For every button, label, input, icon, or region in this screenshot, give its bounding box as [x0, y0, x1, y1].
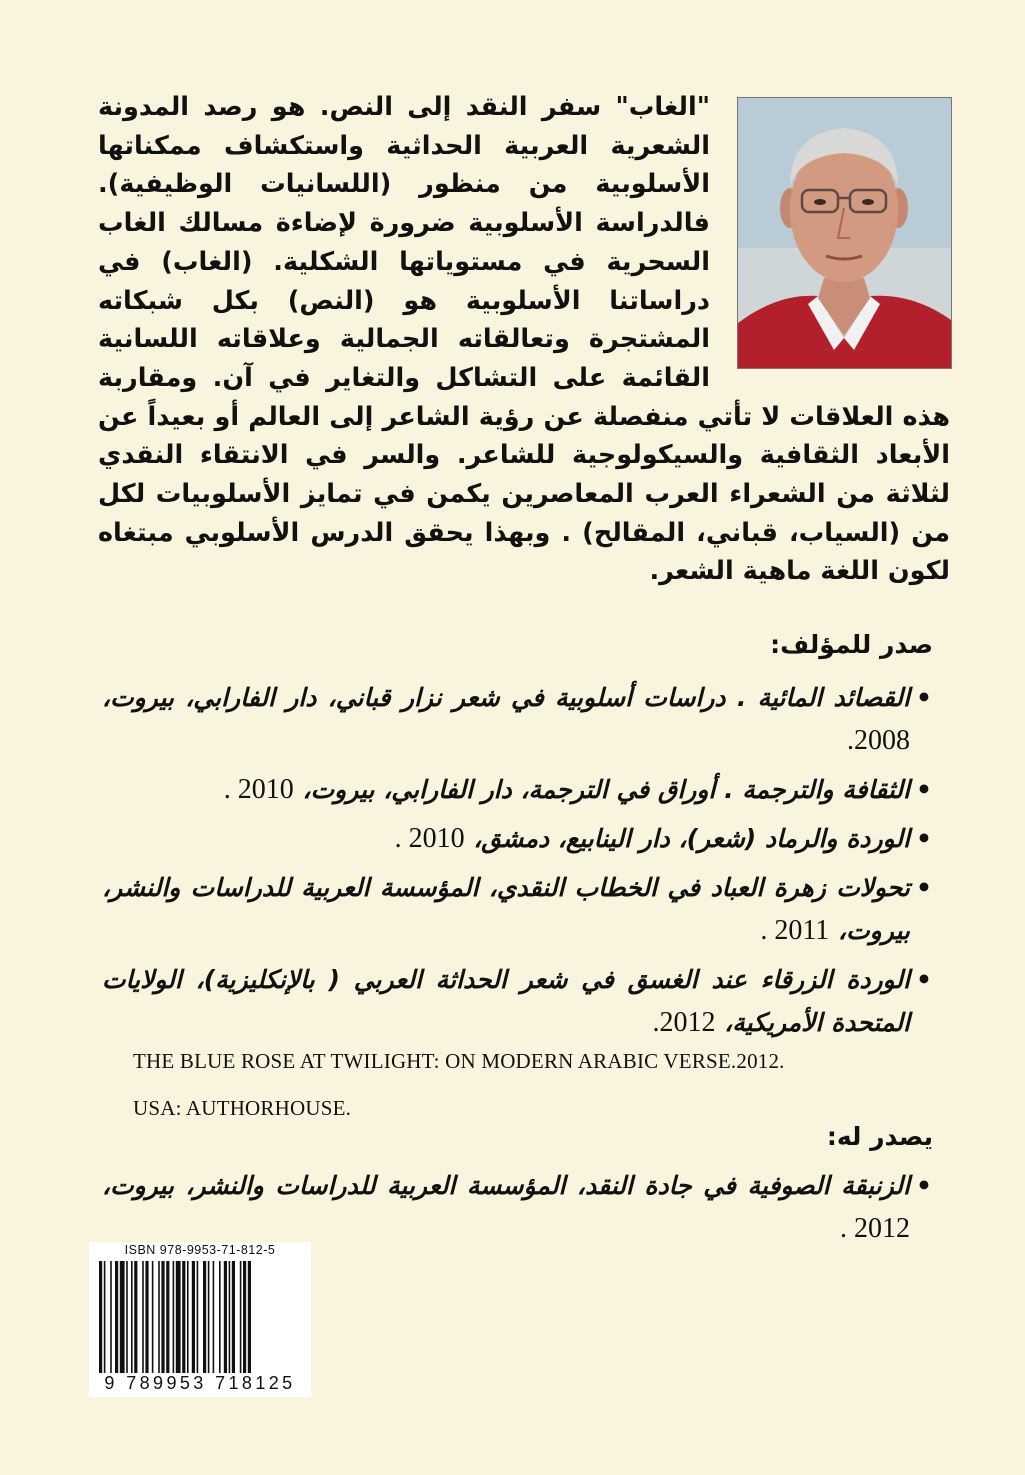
- forthcoming-heading: يصدر له:: [826, 1122, 933, 1151]
- barcode-bar: [229, 1261, 231, 1373]
- barcode-bar: [213, 1261, 215, 1373]
- barcode-bar: [203, 1261, 206, 1373]
- barcode-bar: [166, 1261, 169, 1373]
- barcode-bar: [120, 1261, 125, 1373]
- barcode-bar: [176, 1261, 181, 1373]
- barcode-bar: [126, 1261, 128, 1373]
- barcode-bar: [240, 1261, 242, 1373]
- barcode: [89, 1242, 311, 1397]
- barcode-bar: [187, 1261, 189, 1373]
- barcode-bar: [115, 1261, 118, 1373]
- barcode-bar: [192, 1261, 195, 1373]
- barcode-bar: [208, 1261, 210, 1373]
- published-item: [102, 958, 932, 1044]
- barcode-bar: [104, 1261, 106, 1373]
- published-item-text: الوردة والرماد (شعر)، دار الينابيع، دمشق،: [473, 824, 910, 853]
- photo-spacer: [720, 88, 950, 373]
- barcode-bar: [219, 1261, 221, 1373]
- published-item-year: 2010 .: [223, 774, 294, 805]
- barcode-bar: [152, 1261, 154, 1373]
- published-item-year: 2012.: [652, 1007, 716, 1038]
- barcode-bar: [110, 1261, 112, 1373]
- author-bio: [98, 88, 950, 591]
- barcode-bar: [182, 1261, 185, 1373]
- forthcoming-item: [102, 1164, 932, 1250]
- barcode-bar: [131, 1261, 133, 1373]
- forthcoming-item-year: 2012 .: [840, 1213, 910, 1244]
- forthcoming-list: [102, 1164, 932, 1250]
- published-item-year: 2010 .: [394, 823, 465, 854]
- published-item-year: 2011 .: [760, 915, 830, 946]
- barcode-bar: [99, 1261, 102, 1373]
- published-item: [102, 676, 932, 762]
- published-heading: صدر للمؤلف:: [770, 630, 933, 659]
- published-item-text: القصائد المائية . دراسات أسلوبية في شعر نزار قباني، دار الفارابي، بيروت،: [102, 683, 910, 712]
- published-item-text: تحولات زهرة العباد في الخطاب النقدي، المؤسسة العربية للدراسات والنشر، بيروت،: [102, 873, 910, 945]
- barcode-bar: [173, 1261, 175, 1373]
- barcode-bar: [161, 1261, 164, 1373]
- barcode-bar: [243, 1261, 246, 1373]
- barcode-bar: [134, 1261, 137, 1373]
- barcode-bar: [145, 1261, 148, 1373]
- bio-paragraph: "الغاب" سفر النقد إلى النص. هو رصد المدونة الشعرية العربية الحداثية واستكشاف ممكناتها الأسلوبية من منظور (اللسانيات الوظيفية). فالدراسة الأسلوبية ضرورة لإضاءة مسالك الغاب السحرية في مستوياتها الشكلية. (الغاب) في دراساتنا الأسلوبية هو (النص) بكل شبكاته المشتجرة وتعالقاته الجمالية وعلاقاته اللسانية القائمة على التشاكل والتغاير في آن. ومقاربة هذه العلاقات لا تأتي منفصلة عن رؤية الشاعر إلى العالم أو بعيداً عن الأبعاد الثقافية والسيكولوجية للشاعر. والسر في الانتقاء النقدي لثلاثة من الشعراء العرب المعاصرين يكمن في تمايز الأسلوبيات لكل من (السياب، قباني، المقالح) . وبهذا يحقق الدرس الأسلوبي مبتغاه لكون اللغة ماهية الشعر.: [98, 92, 950, 587]
- barcode-digits: 9 789953 718125: [104, 1373, 296, 1393]
- english-title-line: THE BLUE ROSE AT TWILIGHT: ON MODERN ARABIC VERSE.2012.: [133, 1049, 785, 1073]
- published-item: [102, 817, 932, 860]
- barcode-bar: [232, 1261, 235, 1373]
- barcode-bar: [248, 1261, 251, 1373]
- published-item-year: 2008.: [847, 725, 910, 756]
- published-list: [102, 676, 932, 1050]
- barcode-bar: [158, 1261, 160, 1373]
- barcode-bar: [197, 1261, 199, 1373]
- barcode-bars: [99, 1261, 301, 1373]
- barcode-bar: [224, 1261, 227, 1373]
- forthcoming-item-text: الزنبقة الصوفية في جادة النقد، المؤسسة العربية للدراسات والنشر، بيروت،: [102, 1171, 910, 1200]
- english-publisher-line: USA: AUTHORHOUSE.: [133, 1096, 352, 1120]
- published-item: [102, 866, 932, 952]
- published-item-text: الثقافة والترجمة . أوراق في الترجمة، دار الفارابي، بيروت،: [302, 775, 910, 804]
- isbn-label: ISBN 978-9953-71-812-5: [124, 1243, 276, 1257]
- published-item-text: الوردة الزرقاء عند الغسق في شعر الحداثة العربي ( بالإنكليزية)، الولايات المتحدة الأمريكية،: [102, 965, 910, 1037]
- published-item: [102, 768, 932, 811]
- barcode-bar: [142, 1261, 144, 1373]
